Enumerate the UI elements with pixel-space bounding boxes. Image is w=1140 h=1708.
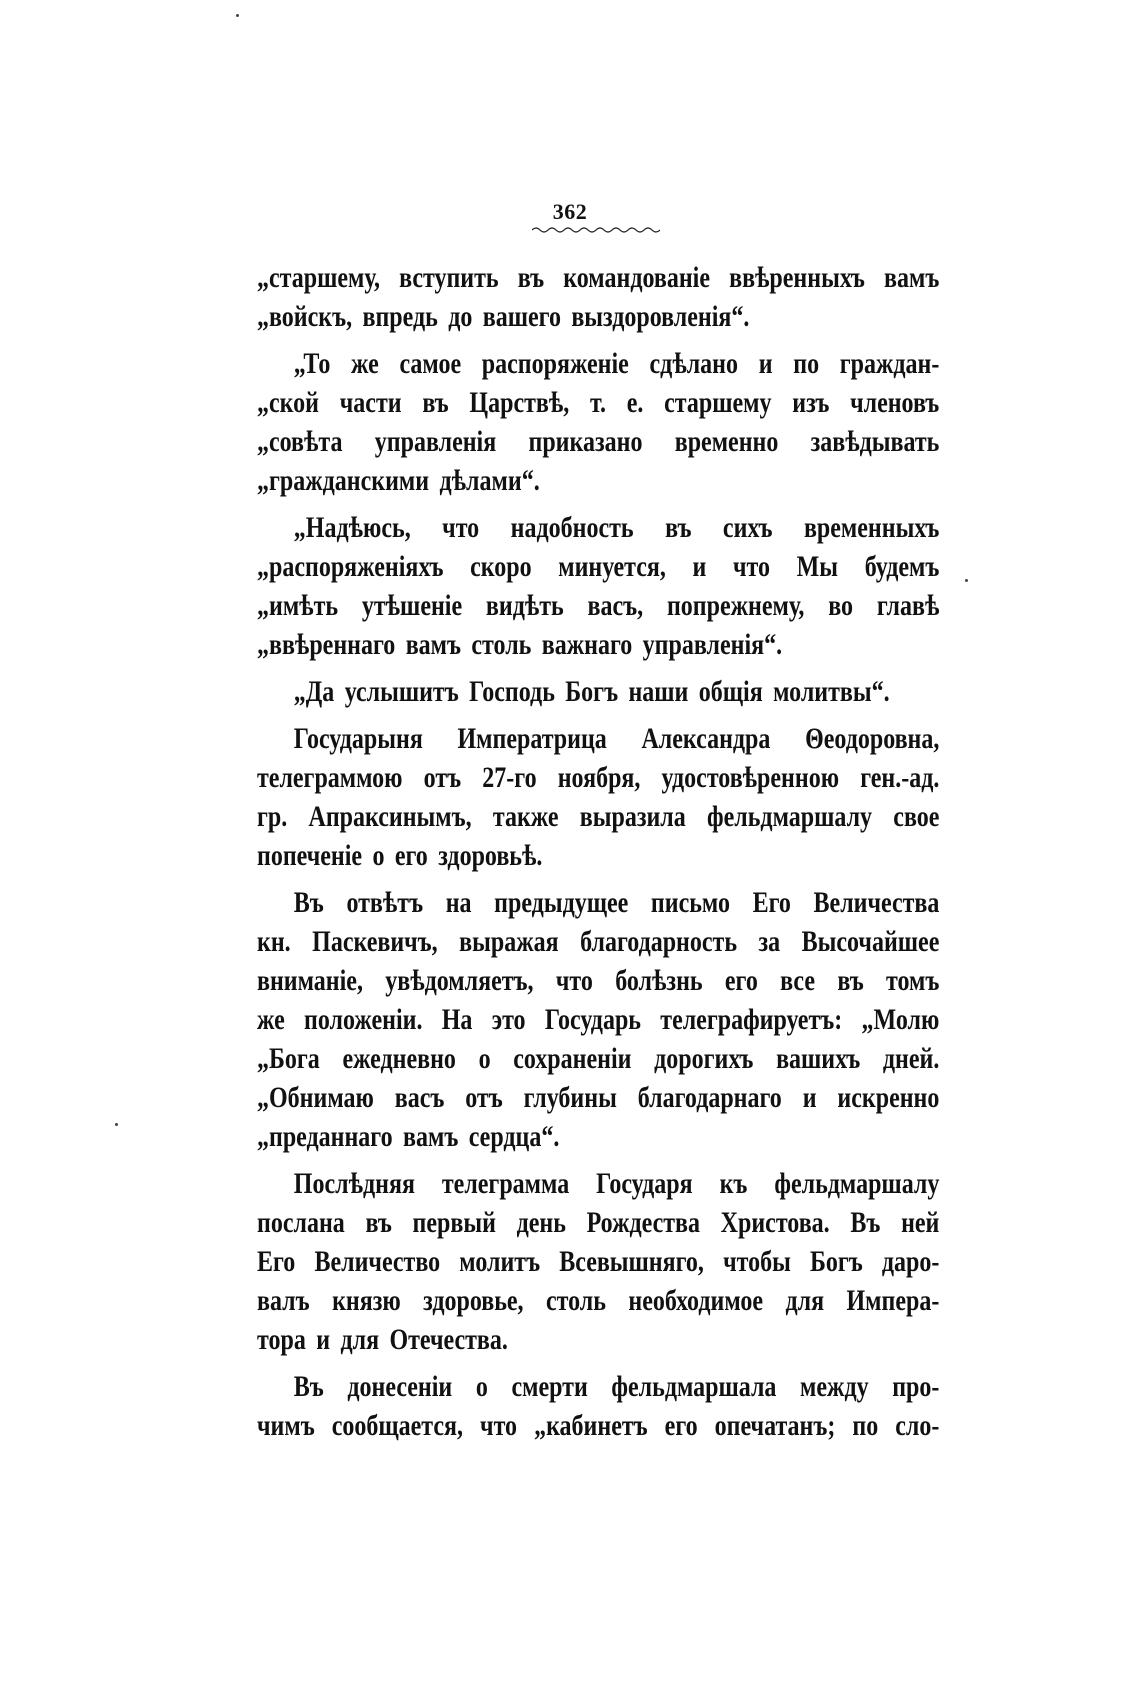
word: въ xyxy=(665,511,692,544)
word: „То xyxy=(293,347,331,380)
word: „Надѣюсь, xyxy=(293,511,411,544)
word: столь xyxy=(471,628,532,661)
text-line xyxy=(257,625,939,664)
word: ввѣренныхъ xyxy=(729,261,865,294)
text-line xyxy=(257,883,939,922)
word: надобность xyxy=(510,511,634,544)
word: благодарность xyxy=(580,925,738,958)
word: 27-го xyxy=(482,761,537,794)
text-line xyxy=(257,1242,939,1281)
word: и xyxy=(692,550,707,583)
word: томъ xyxy=(886,964,940,997)
word: о xyxy=(372,839,385,872)
word: это xyxy=(491,1003,526,1036)
word: что xyxy=(442,511,480,544)
word: также xyxy=(492,800,559,833)
word: къ xyxy=(719,1167,748,1200)
word: скоро xyxy=(470,550,532,583)
text-line xyxy=(257,836,939,875)
word: самое xyxy=(399,347,462,380)
word: Христова. xyxy=(720,1206,830,1239)
word: Всевышняго, xyxy=(559,1245,704,1278)
word: удостовѣренною xyxy=(661,761,840,794)
word: что xyxy=(733,550,771,583)
text-line xyxy=(257,383,939,422)
word: отъ xyxy=(465,1081,503,1114)
word: князю xyxy=(332,1284,401,1317)
word: Послѣдняя xyxy=(293,1167,415,1200)
word: опечатанъ; xyxy=(714,1409,836,1442)
text-line xyxy=(257,1320,939,1359)
word: гр. xyxy=(257,800,288,833)
page-number: 362 xyxy=(552,199,588,224)
word: части xyxy=(339,386,402,419)
word: „совѣта xyxy=(257,425,343,458)
scan-speck-left xyxy=(115,1123,118,1126)
word: е. xyxy=(626,386,644,419)
word: Александра xyxy=(641,722,771,755)
text-line xyxy=(257,422,939,461)
word: ней xyxy=(901,1206,940,1239)
scan-speck-right xyxy=(965,579,968,582)
word: его xyxy=(394,839,428,872)
text-line xyxy=(257,797,939,836)
text-line xyxy=(257,1078,939,1117)
word: „преданнаго xyxy=(257,1120,393,1153)
word: вамъ xyxy=(884,261,940,294)
word: „Да xyxy=(293,675,335,708)
word: Паскевичъ, xyxy=(312,925,438,958)
word: „ской xyxy=(257,386,319,419)
word: Отечества. xyxy=(389,1323,508,1356)
text-line xyxy=(257,1039,939,1078)
word: старшему xyxy=(664,386,772,419)
word: здоровьѣ. xyxy=(438,839,543,872)
text-line xyxy=(257,586,939,625)
text-line xyxy=(257,719,939,758)
word: впредь xyxy=(362,300,438,333)
word: фельдмаршала xyxy=(611,1370,777,1403)
word: „распоряженіяхъ xyxy=(257,550,444,583)
word: здоровье, xyxy=(423,1284,524,1317)
word: изъ xyxy=(792,386,830,419)
word: минуется, xyxy=(558,550,666,583)
word: увѣдомляетъ, xyxy=(385,964,534,997)
word: Мы xyxy=(796,550,839,583)
word: глубины xyxy=(523,1081,617,1114)
word: по xyxy=(852,1409,879,1442)
word: выражая xyxy=(459,925,559,958)
word: смерти xyxy=(511,1370,588,1403)
word: Въ xyxy=(293,886,324,919)
word: Богъ xyxy=(565,675,619,708)
word: молитвы“. xyxy=(773,675,890,708)
word: и xyxy=(802,1081,817,1114)
word: на xyxy=(445,886,472,919)
word: что xyxy=(480,1409,518,1442)
word: Его xyxy=(257,1245,296,1278)
word: ежедневно xyxy=(342,1042,456,1075)
page-number-ornament xyxy=(532,226,660,234)
word: членовъ xyxy=(850,386,940,419)
word: „кабинетъ xyxy=(534,1409,648,1442)
word: видѣть xyxy=(485,589,564,622)
word: попеченіе xyxy=(257,839,363,872)
text-line xyxy=(257,461,939,500)
word: донесеніи xyxy=(347,1370,453,1403)
word: услышитъ xyxy=(344,675,459,708)
word: Θеодоровна, xyxy=(805,722,940,755)
word: телеграфируетъ: xyxy=(660,1003,843,1036)
word: положеніи. xyxy=(304,1003,423,1036)
word: и xyxy=(758,347,773,380)
word: искренно xyxy=(837,1081,940,1114)
word: столь xyxy=(545,1284,606,1317)
word: вниманіе, xyxy=(257,964,363,997)
body-text xyxy=(257,258,940,1445)
word: болѣзнь xyxy=(615,964,703,997)
word: во xyxy=(828,589,854,622)
word: для xyxy=(340,1323,380,1356)
word: сохраненіи xyxy=(513,1042,632,1075)
text-line xyxy=(257,1203,939,1242)
text-line xyxy=(257,758,939,797)
word: сообщается, xyxy=(331,1409,464,1442)
word: дѣлами“. xyxy=(439,464,540,497)
word: сло- xyxy=(895,1409,940,1442)
word: тора xyxy=(257,1323,306,1356)
word: его xyxy=(664,1409,698,1442)
word: „Бога xyxy=(257,1042,320,1075)
text-line xyxy=(257,258,939,297)
word: его xyxy=(724,964,758,997)
word: Государь xyxy=(544,1003,641,1036)
word: „ввѣреннаго xyxy=(257,628,396,661)
word: же xyxy=(351,347,379,380)
word: временно xyxy=(674,425,779,458)
text-line xyxy=(257,1281,939,1320)
word: васъ xyxy=(394,1081,445,1114)
word: за xyxy=(758,925,781,958)
word: вамъ xyxy=(405,628,461,661)
word: общія xyxy=(698,675,763,708)
word: „гражданскими xyxy=(257,464,430,497)
word: васъ, xyxy=(587,589,644,622)
word: главѣ xyxy=(876,589,940,622)
text-line xyxy=(257,297,939,336)
text-line xyxy=(257,672,939,711)
word: „имѣть xyxy=(257,589,339,622)
text-line xyxy=(257,1000,939,1039)
word: дней. xyxy=(882,1042,940,1075)
word: наши xyxy=(628,675,689,708)
word: дорогихъ xyxy=(654,1042,754,1075)
word: Величество xyxy=(314,1245,441,1278)
word: въ xyxy=(365,1206,392,1239)
word: Государыня xyxy=(293,722,423,755)
word: граждан- xyxy=(839,347,940,380)
word: Величества xyxy=(813,886,940,919)
word: про- xyxy=(892,1370,940,1403)
word: телеграммою xyxy=(257,761,403,794)
word: „войскъ, xyxy=(257,300,353,333)
word: о xyxy=(478,1042,491,1075)
word: чтобы xyxy=(723,1245,791,1278)
word: даро- xyxy=(881,1245,940,1278)
text-line xyxy=(257,344,939,383)
text-line xyxy=(257,922,939,961)
word: молитъ xyxy=(459,1245,541,1278)
word: приказано xyxy=(528,425,643,458)
word: „Молю xyxy=(861,1003,940,1036)
text-line xyxy=(257,1117,939,1156)
word: управленія xyxy=(374,425,497,458)
word: попрежнему, xyxy=(666,589,805,622)
word: по xyxy=(793,347,820,380)
word: временныхъ xyxy=(803,511,940,544)
word: выздоровленія“. xyxy=(571,300,750,333)
word: Импера- xyxy=(846,1284,940,1317)
word: вамъ xyxy=(403,1120,459,1153)
word: завѣдывать xyxy=(810,425,940,458)
word: свое xyxy=(893,800,940,833)
word: Высочайшее xyxy=(801,925,940,958)
word: сердца“. xyxy=(468,1120,560,1153)
word: командованіе xyxy=(563,261,710,294)
word: будемъ xyxy=(864,550,940,583)
word: отъ xyxy=(423,761,462,794)
word: Въ xyxy=(850,1206,881,1239)
word: до xyxy=(448,300,473,333)
word: сихъ xyxy=(722,511,773,544)
word: письмо xyxy=(650,886,730,919)
word: послана xyxy=(257,1206,345,1239)
word: „старшему, xyxy=(257,261,380,294)
text-line xyxy=(257,1164,939,1203)
text-line xyxy=(257,1367,939,1406)
word: сдѣлано xyxy=(649,347,739,380)
word: ген.-ад. xyxy=(860,761,940,794)
word: Рождества xyxy=(586,1206,700,1239)
word: въ xyxy=(517,261,545,294)
word: день xyxy=(516,1206,566,1239)
word: благодарнаго xyxy=(637,1081,782,1114)
word: что xyxy=(555,964,593,997)
word: вашихъ xyxy=(776,1042,861,1075)
word: о xyxy=(475,1370,488,1403)
scan-speck-top xyxy=(236,14,239,17)
text-line xyxy=(257,961,939,1000)
word: чимъ xyxy=(257,1409,315,1442)
word: все xyxy=(780,964,816,997)
word: Богъ xyxy=(809,1245,863,1278)
word: Государя xyxy=(596,1167,693,1200)
word: кн. xyxy=(257,925,291,958)
text-line xyxy=(257,508,939,547)
word: фельдмаршалу xyxy=(707,800,873,833)
word: управленія“. xyxy=(642,628,783,661)
word: Въ xyxy=(293,1370,324,1403)
word: „Обнимаю xyxy=(257,1081,374,1114)
word: Господь xyxy=(469,675,555,708)
word: для xyxy=(785,1284,825,1317)
word: выразила xyxy=(579,800,686,833)
text-line xyxy=(257,547,939,586)
word: На xyxy=(441,1003,473,1036)
word: въ xyxy=(422,386,449,419)
word: предыдущее xyxy=(494,886,629,919)
word: въ xyxy=(837,964,864,997)
word: распоряженіе xyxy=(481,347,629,380)
word: между xyxy=(800,1370,869,1403)
word: и xyxy=(316,1323,331,1356)
word: вступить xyxy=(399,261,499,294)
word: вашего xyxy=(482,300,561,333)
word: фельдмаршалу xyxy=(774,1167,940,1200)
word: утѣшеніе xyxy=(361,589,463,622)
word: первый xyxy=(412,1206,496,1239)
word: Его xyxy=(752,886,791,919)
word: телеграмма xyxy=(441,1167,570,1200)
word: Царствѣ, xyxy=(469,386,570,419)
word: ноября, xyxy=(557,761,641,794)
word: важнаго xyxy=(541,628,633,661)
word: Апраксинымъ, xyxy=(308,800,472,833)
word: Императрица xyxy=(457,722,607,755)
word: необходимое xyxy=(628,1284,764,1317)
word: же xyxy=(257,1003,285,1036)
word: отвѣтъ xyxy=(346,886,424,919)
word: валъ xyxy=(257,1284,310,1317)
word: т. xyxy=(590,386,606,419)
text-line xyxy=(257,1406,939,1445)
